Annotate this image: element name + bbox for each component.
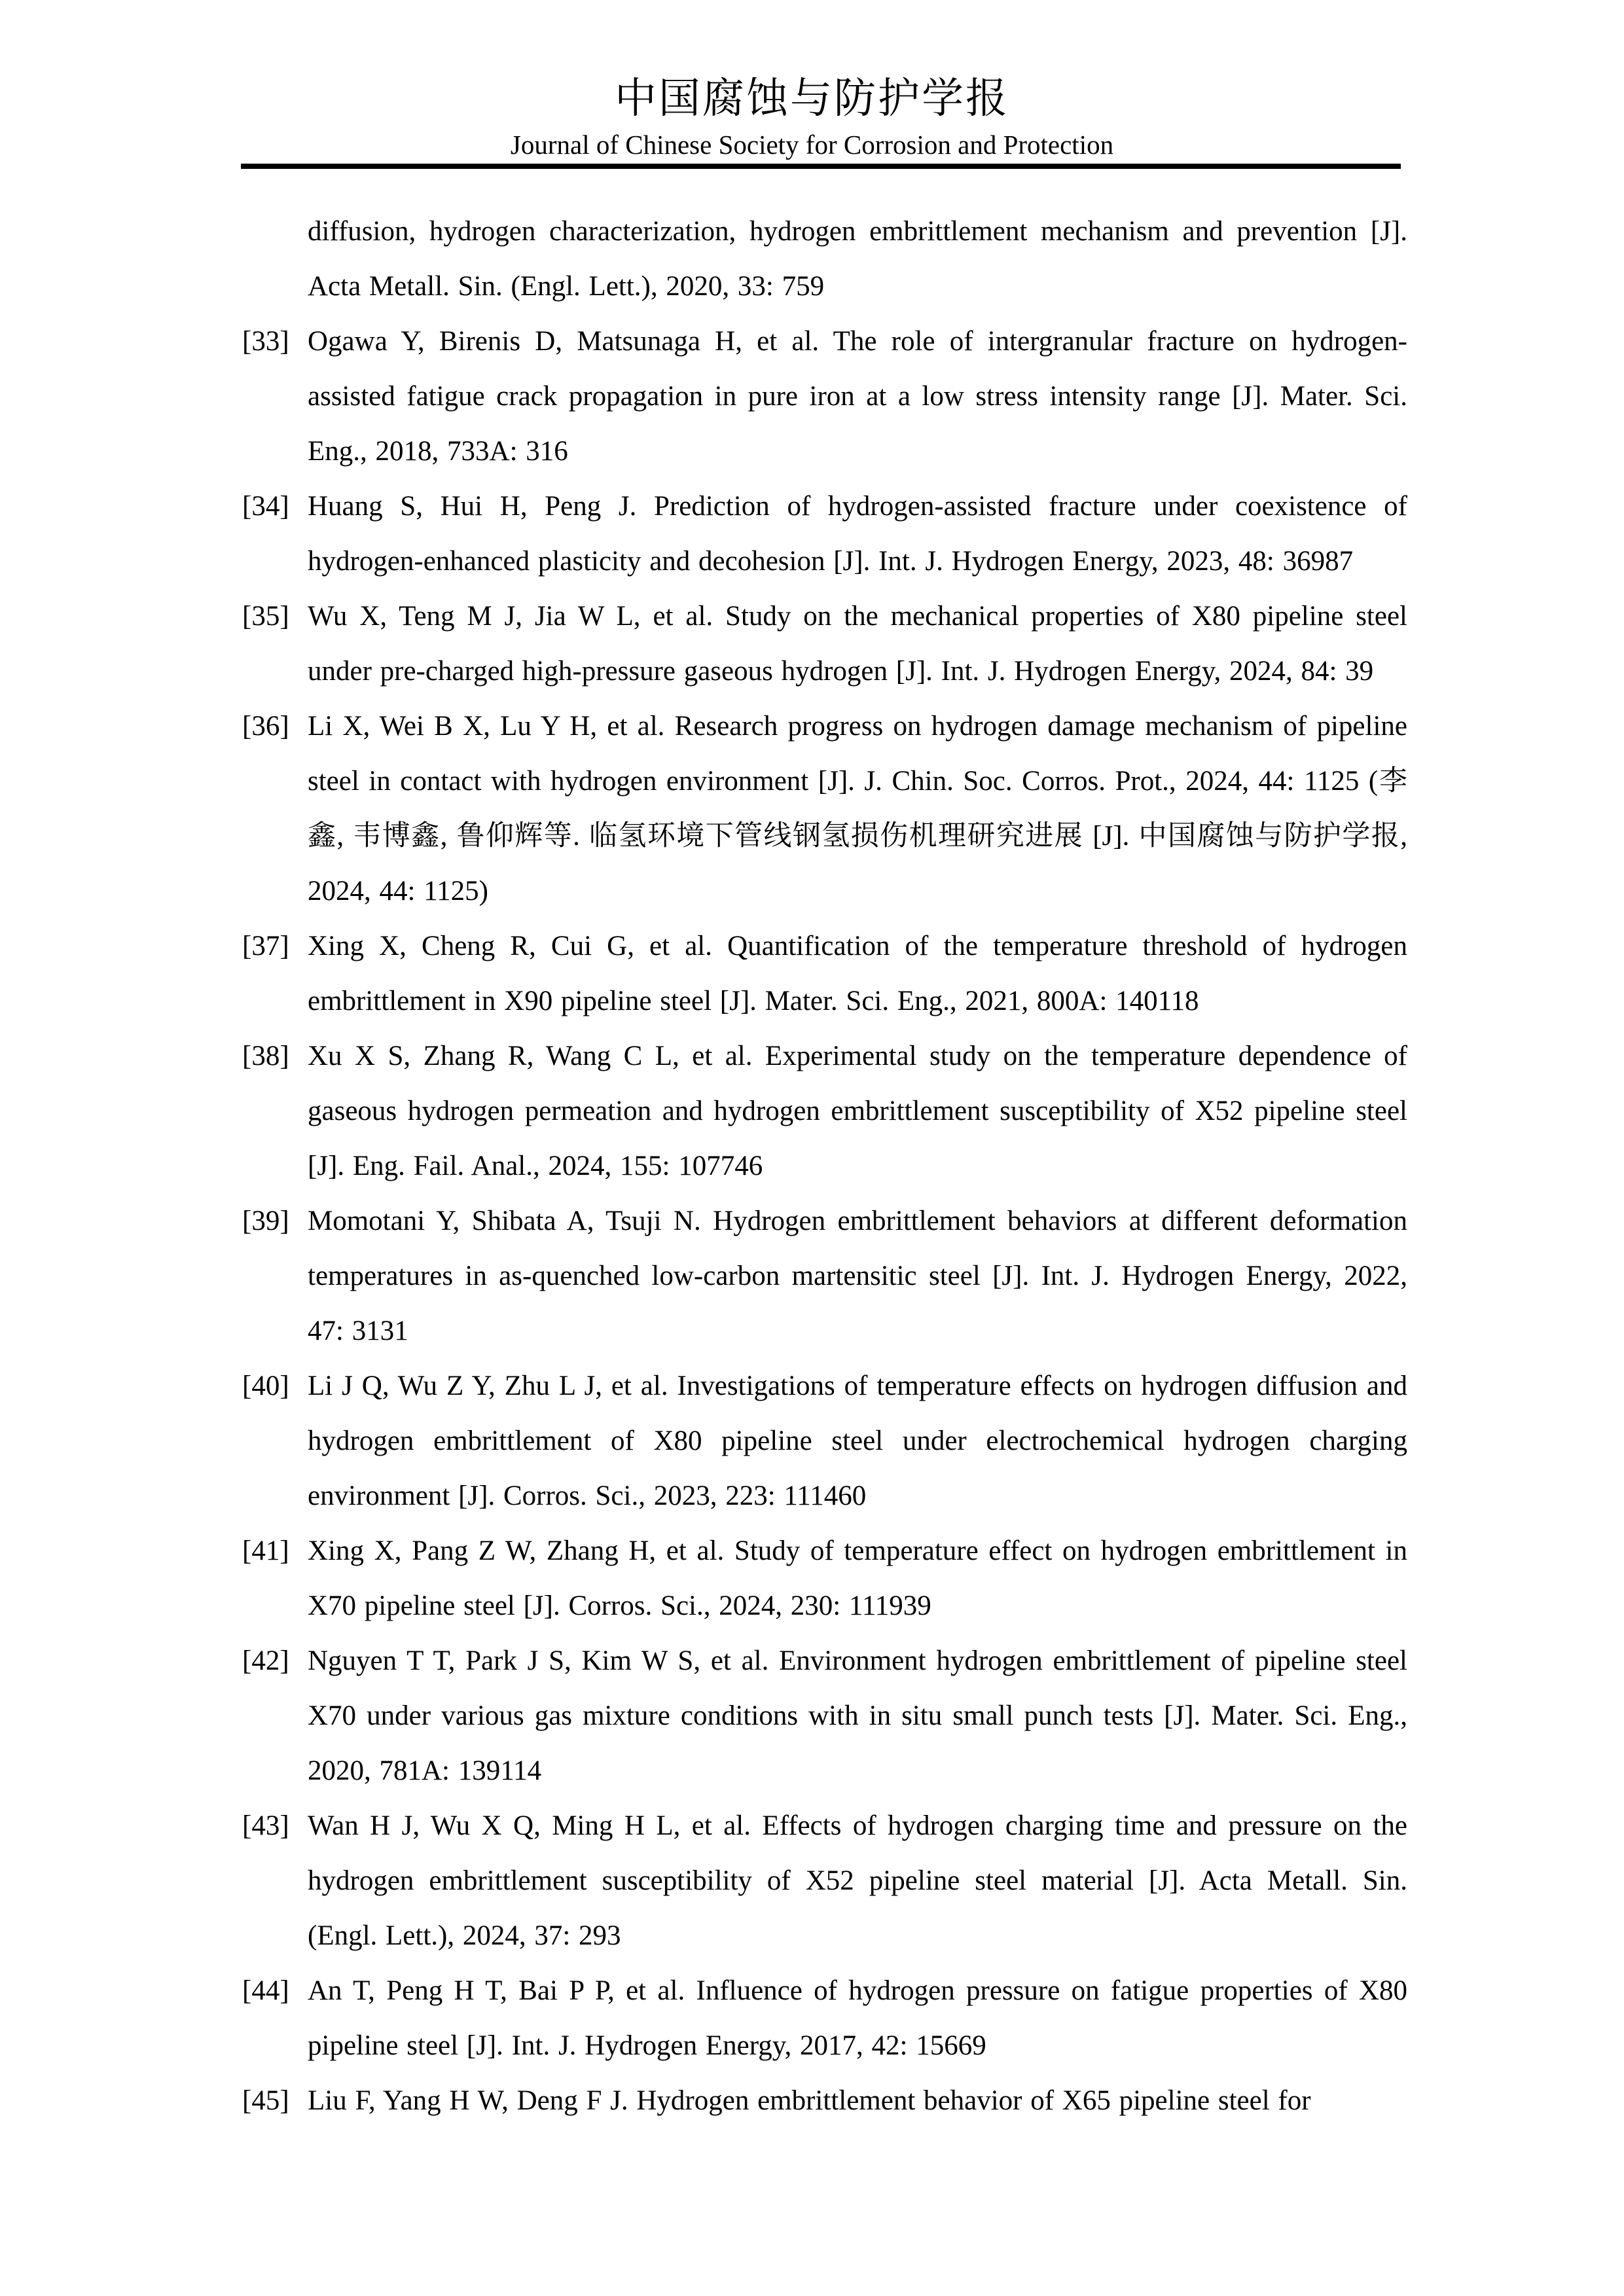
reference-text: Ogawa Y, Birenis D, Matsunaga H, et al. The role of intergranular fracture on hydrogen-assisted fatigue crack propagation in pure iron at a low stress intensity range [J]. Mater. Sci. Eng., 2018, 733A: 316	[308, 326, 1407, 467]
reference-text: Li J Q, Wu Z Y, Zhu L J, et al. Investigations of temperature effects on hydrogen diffusion and hydrogen embrittlement of X80 pipeline steel under electrochemical hydrogen charging environment [J]. Corros. Sci., 2023, 223: 111460	[308, 1371, 1407, 1511]
reference-item	[242, 919, 1407, 1029]
reference-text: An T, Peng H T, Bai P P, et al. Influence of hydrogen pressure on fatigue properties of X80 pipeline steel [J]. Int. J. Hydrogen Energy, 2017, 42: 15669	[308, 1975, 1407, 2061]
reference-item	[242, 1634, 1407, 1799]
reference-text: Xing X, Cheng R, Cui G, et al. Quantification of the temperature threshold of hydrogen embrittlement in X90 pipeline steel [J]. Mater. Sci. Eng., 2021, 800A: 140118	[308, 931, 1407, 1016]
reference-text: Wu X, Teng M J, Jia W L, et al. Study on the mechanical properties of X80 pipeline steel under pre-charged high-pressure gaseous hydrogen [J]. Int. J. Hydrogen Energy, 2024, 84: 39	[308, 601, 1407, 687]
reference-label: [42]	[242, 1645, 289, 1676]
reference-item	[242, 699, 1407, 919]
reference-item	[242, 589, 1407, 699]
reference-text: Wan H J, Wu X Q, Ming H L, et al. Effects of hydrogen charging time and pressure on the hydrogen embrittlement susceptibility of X52 pipeline steel material [J]. Acta Metall. Sin. (Engl. Lett.), 2024, 37: 293	[308, 1810, 1407, 1951]
reference-text: Xu X S, Zhang R, Wang C L, et al. Experimental study on the temperature dependence of gaseous hydrogen permeation and hydrogen embrittlement susceptibility of X52 pipeline steel [J]. Eng. Fail. Anal., 2024, 155: 107746	[308, 1041, 1407, 1181]
reference-text: Nguyen T T, Park J S, Kim W S, et al. Environment hydrogen embrittlement of pipeline steel X70 under various gas mixture conditions with in situ small punch tests [J]. Mater. Sci. Eng., 2020, 781A: 139114	[308, 1645, 1407, 1786]
reference-label: [44]	[242, 1975, 289, 2006]
reference-label: [41]	[242, 1535, 289, 1566]
reference-item	[242, 1799, 1407, 1964]
journal-title-en: Journal of Chinese Society for Corrosion and Protection	[510, 130, 1114, 160]
reference-item	[242, 479, 1407, 589]
reference-list	[242, 204, 1407, 2128]
reference-item	[242, 1964, 1407, 2073]
reference-label: [38]	[242, 1041, 289, 1071]
reference-item	[242, 1359, 1407, 1524]
reference-item	[242, 314, 1407, 479]
reference-item	[242, 1194, 1407, 1359]
reference-label: [43]	[242, 1810, 289, 1841]
reference-text: Huang S, Hui H, Peng J. Prediction of hydrogen-assisted fracture under coexistence of hydrogen-enhanced plasticity and decohesion [J]. Int. J. Hydrogen Energy, 2023, 48: 36987	[308, 491, 1407, 577]
reference-label: [40]	[242, 1371, 289, 1401]
journal-title-zh: 中国腐蚀与防护学报	[615, 75, 1009, 122]
reference-item	[242, 2073, 1407, 2128]
reference-label: [34]	[242, 491, 289, 522]
header-rule	[241, 164, 1401, 169]
reference-label: [39]	[242, 1206, 289, 1236]
reference-text: Li X, Wei B X, Lu Y H, et al. Research progress on hydrogen damage mechanism of pipeline steel in contact with hydrogen environment [J]. J. Chin. Soc. Corros. Prot., 2024, 44: 1125 (李鑫, 韦博鑫, 鲁仰辉等. 临氢环境下管线钢氢损伤机理研究进展 [J]. 中国腐蚀与防护学报, 2024, 44: 1125)	[308, 711, 1407, 906]
reference-label: [35]	[242, 601, 289, 632]
reference-text: Momotani Y, Shibata A, Tsuji N. Hydrogen embrittlement behaviors at different deformation temperatures in as-quenched low-carbon martensitic steel [J]. Int. J. Hydrogen Energy, 2022, 47: 3131	[308, 1206, 1407, 1346]
reference-label: [33]	[242, 326, 289, 357]
reference-label: [36]	[242, 711, 289, 742]
reference-label: [45]	[242, 2085, 289, 2116]
reference-text: Liu F, Yang H W, Deng F J. Hydrogen embrittlement behavior of X65 pipeline steel for	[308, 2085, 1311, 2116]
reference-item	[242, 204, 1407, 314]
reference-item	[242, 1524, 1407, 1634]
reference-text: diffusion, hydrogen characterization, hydrogen embrittlement mechanism and prevention [J]. Acta Metall. Sin. (Engl. Lett.), 2020, 33: 759	[308, 216, 1407, 302]
reference-item	[242, 1029, 1407, 1194]
reference-text: Xing X, Pang Z W, Zhang H, et al. Study of temperature effect on hydrogen embrittlement in X70 pipeline steel [J]. Corros. Sci., 2024, 230: 111939	[308, 1535, 1407, 1621]
reference-label: [37]	[242, 931, 289, 961]
